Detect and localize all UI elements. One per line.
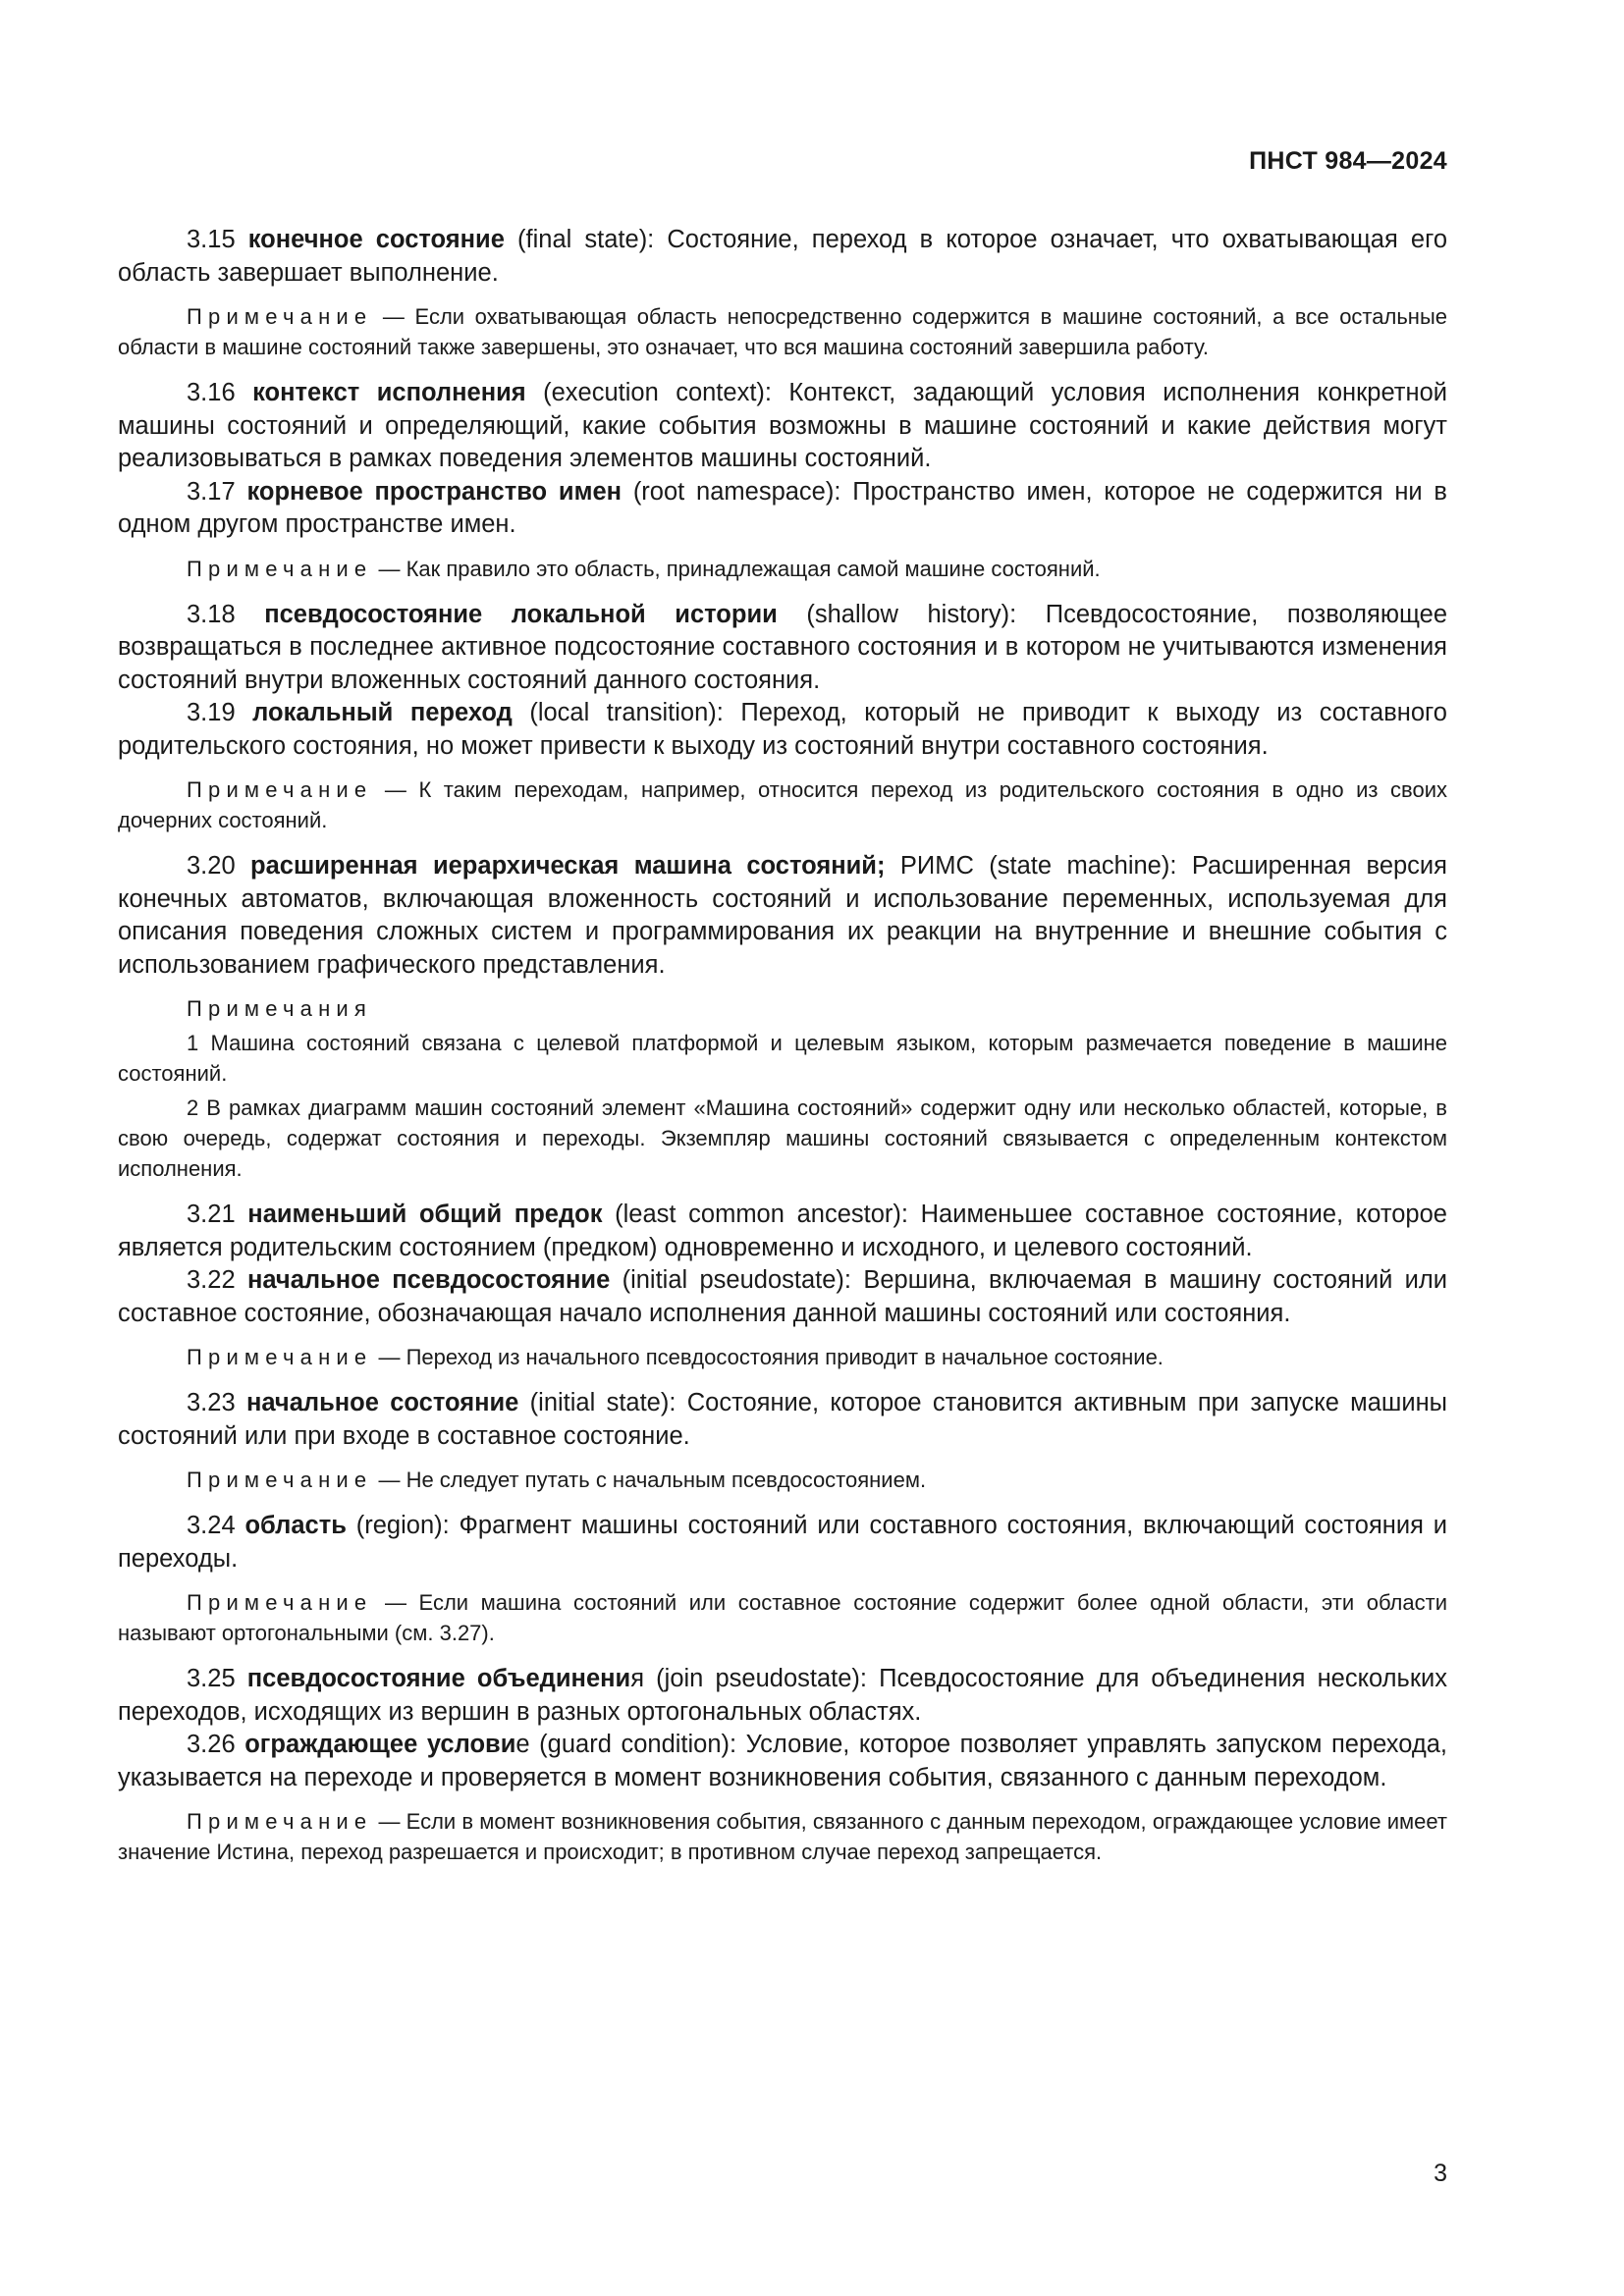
note-text: — К таким переходам, например, относится переход из родительского состояния в одно из своих дочерних состояний. xyxy=(118,777,1447,832)
entry-term: псевдосостояние локальной истории xyxy=(264,600,778,628)
note-3-23 xyxy=(118,1465,1447,1495)
entry-number: 3.24 xyxy=(187,1512,236,1539)
entry-definition: (initial state): Состояние, которое становится активным при запуске машины состояний или при входе в составное состояние. xyxy=(118,1389,1447,1450)
entry-definition: (final state): Состояние, переход в которое означает, что охватывающая его область завершает выполнение. xyxy=(118,226,1448,287)
note-text: — Если машина состояний или составное состояние содержит более одной области, эти области называют ортогональными (см. 3.27). xyxy=(118,1590,1447,1645)
note-3-20-item-2: 2 В рамках диаграмм машин состояний элемент «Машина состояний» содержит одну или несколько областей, которые, в свою очередь, содержат состояния и переходы. Экземпляр машины состояний связывается с определенным контекстом исполнения. xyxy=(118,1095,1447,1181)
note-text: — Не следует путать с начальным псевдосостоянием. xyxy=(372,1468,927,1492)
note-label: Примечание xyxy=(187,304,373,329)
note-3-15 xyxy=(118,301,1447,362)
note-text: — Если в момент возникновения события, связанного с данным переходом, ограждающее условие имеет значение Истина, переход разрешается и происходит; в противном случае переход запрещается. xyxy=(118,1809,1447,1864)
note-text: — Если охватывающая область непосредственно содержится в машине состояний, а все остальные области в машине состояний также завершены, это означает, что вся машина состояний завершила работу. xyxy=(118,304,1447,359)
entry-number: 3.25 xyxy=(187,1665,236,1692)
note-3-22 xyxy=(118,1342,1447,1372)
term-entry-3-15 xyxy=(118,224,1447,290)
note-3-20-item-1: 1 Машина состояний связана с целевой платформой и целевым языком, которым размечается поведение в машине состояний. xyxy=(118,1031,1447,1086)
entry-term: область xyxy=(244,1512,347,1539)
note-3-17 xyxy=(118,554,1447,584)
note-label: Примечание xyxy=(187,1590,373,1615)
note-label: Примечание xyxy=(187,1809,373,1834)
term-entry-3-25 xyxy=(118,1663,1447,1729)
entry-definition: РИМС (state machine): Расширенная версия конечных автоматов, включающая вложенность состояний и использование переменных, используемая для описания поведения сложных систем и программирования их реакции на внутренние и внешние события с использованием графического представления. xyxy=(118,852,1447,979)
entry-definition: (local transition): Переход, который не приводит к выходу из составного родительского состояния, но может привести к выходу из состояний внутри составного состояния. xyxy=(118,699,1447,760)
note-label: Примечание xyxy=(187,556,373,581)
term-entry-3-19 xyxy=(118,697,1447,763)
note-label: Примечание xyxy=(187,1468,373,1492)
entry-term: псевдосостояние объединени xyxy=(246,1665,631,1692)
entry-number: 3.22 xyxy=(187,1266,236,1294)
entry-number: 3.20 xyxy=(187,852,236,880)
note-text: — Переход из начального псевдосостояния приводит в начальное состояние. xyxy=(372,1345,1164,1369)
page-number: 3 xyxy=(1434,2160,1447,2187)
entry-definition: (least common ancestor): Наименьшее составное состояние, которое является родительским состоянием (предком) одновременно и исходного, и целевого состояний. xyxy=(118,1201,1447,1261)
entry-number: 3.21 xyxy=(187,1201,236,1228)
term-entry-3-22 xyxy=(118,1264,1447,1330)
entry-number: 3.26 xyxy=(187,1731,236,1758)
note-3-19 xyxy=(118,774,1447,835)
entry-number: 3.23 xyxy=(187,1389,236,1416)
entry-number: 3.18 xyxy=(187,600,236,628)
term-entry-3-17 xyxy=(118,476,1447,542)
note-label: Примечание xyxy=(187,1345,373,1369)
entry-term: контекст исполнения xyxy=(252,379,526,406)
notes-heading: Примечания xyxy=(187,996,373,1021)
note-3-26 xyxy=(118,1806,1447,1867)
entry-term: начальное состояние xyxy=(245,1389,519,1416)
entry-term: ограждающее услови xyxy=(244,1731,516,1758)
entry-number: 3.19 xyxy=(187,699,236,726)
entry-number: 3.17 xyxy=(187,477,236,506)
entry-term: расширенная иерархическая машина состояний; xyxy=(250,852,886,880)
entry-definition: я (join pseudostate): Псевдосостояние для объединения нескольких переходов, исходящих из вершин в разных ортогональных областях. xyxy=(118,1665,1447,1726)
term-entry-3-16 xyxy=(118,377,1447,476)
note-label: Примечание xyxy=(187,777,373,802)
entry-definition: е (guard condition): Условие, которое позволяет управлять запуском перехода, указывается на переходе и проверяется в момент возникновения события, связанного с данным переходом. xyxy=(118,1731,1448,1791)
entry-term: корневое пространство имен xyxy=(246,477,623,506)
entry-term: наименьший общий предок xyxy=(247,1201,603,1228)
term-entry-3-18 xyxy=(118,599,1447,698)
entry-definition: (region): Фрагмент машины состояний или составного состояния, включающий состояния и переходы. xyxy=(118,1512,1447,1573)
entry-term: конечное состояние xyxy=(247,226,505,253)
entry-definition: (root namespace): Пространство имен, которое не содержится ни в одном другом пространстве имен. xyxy=(118,477,1447,538)
entry-definition: (execution context): Контекст, задающий условия исполнения конкретной машины состояний и определяющий, какие события возможны в машине состояний и какие действия могут реализовываться в рамках поведения элементов машины состояний. xyxy=(118,379,1447,472)
term-entry-3-23 xyxy=(118,1387,1447,1453)
entry-number: 3.16 xyxy=(187,379,236,406)
term-entry-3-20 xyxy=(118,850,1447,982)
entry-term: начальное псевдосостояние xyxy=(246,1266,611,1294)
document-code: ПНСТ 984—2024 xyxy=(1249,147,1447,175)
document-body xyxy=(118,224,1447,1867)
entry-definition: (shallow history): Псевдосостояние, позволяющее возвращаться в последнее активное подсостояние составного состояния и в котором не учитываются изменения состояний внутри вложенных состояний данного состояния. xyxy=(118,600,1447,694)
term-entry-3-24 xyxy=(118,1510,1447,1575)
entry-definition: (initial pseudostate): Вершина, включаемая в машину состояний или составное состояние, обозначающая начало исполнения данной машины состояний или состояния. xyxy=(118,1266,1447,1327)
entry-number: 3.15 xyxy=(187,226,236,253)
note-text: — Как правило это область, принадлежащая самой машине состояний. xyxy=(372,556,1101,581)
entry-term: локальный переход xyxy=(252,699,513,726)
term-entry-3-26 xyxy=(118,1729,1447,1794)
term-entry-3-21 xyxy=(118,1199,1447,1264)
note-3-24 xyxy=(118,1587,1447,1648)
